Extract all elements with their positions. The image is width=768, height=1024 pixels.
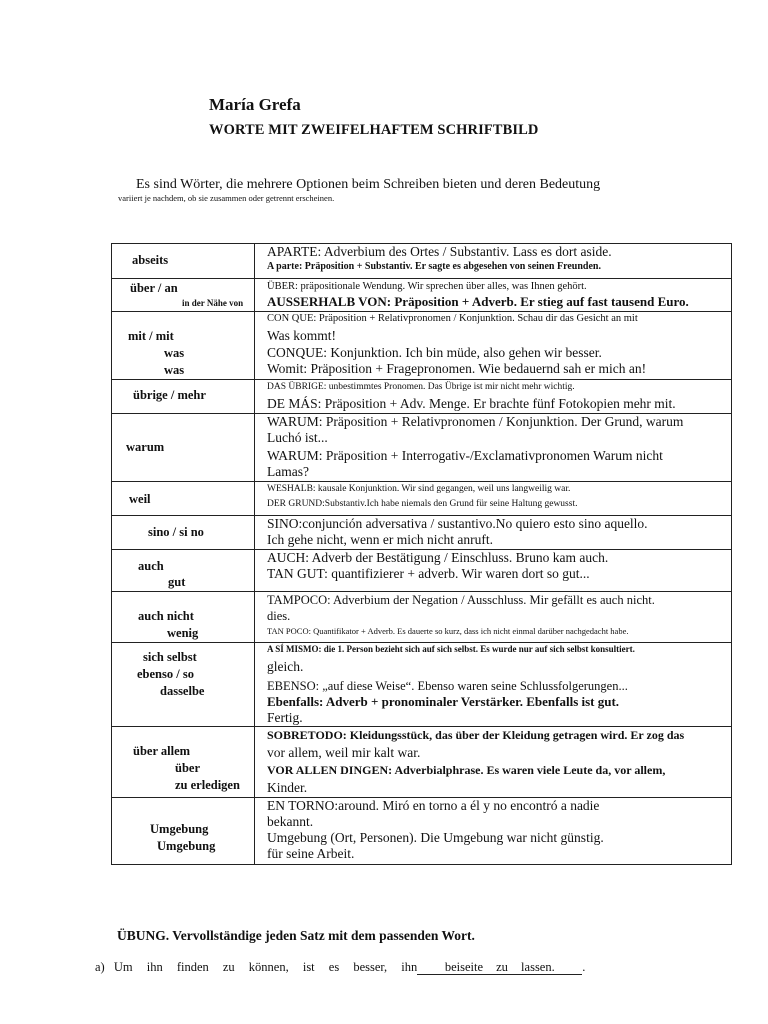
- definition-line: bekannt.: [267, 814, 314, 829]
- word-cell: [112, 798, 255, 865]
- definition-line: AUSSERHALB VON: Präposition + Adverb. Er stieg auf fast tausend Euro.: [267, 294, 689, 309]
- definition-line: Umgebung (Ort, Personen). Die Umgebung war nicht günstig.: [267, 830, 604, 845]
- definition-line: Lamas?: [267, 464, 309, 479]
- word-cell: [112, 414, 255, 482]
- item-end: .: [582, 960, 586, 974]
- answer-blank[interactable]: beiseite zu lassen.: [417, 960, 582, 975]
- word-label: über / an: [130, 281, 178, 295]
- word-label: übrige / mehr: [133, 388, 206, 402]
- table-row: [112, 798, 732, 865]
- word-label: über allem: [133, 744, 191, 758]
- table-row: [112, 380, 732, 414]
- definition-cell: [255, 312, 732, 380]
- definition-cell: [255, 244, 732, 279]
- definition-line: TAMPOCO: Adverbium der Negation / Ausschluss. Mir gefällt es auch nicht.: [267, 593, 655, 607]
- definition-line: Ebenfalls: Adverb + pronominaler Verstärker. Ebenfalls ist gut.: [267, 694, 620, 709]
- author-name: María Grefa: [209, 95, 301, 114]
- word-cell: [112, 550, 255, 592]
- definition-line: TAN GUT: quantifizierer + adverb. Wir waren dort so gut...: [267, 566, 590, 581]
- word-label: weil: [129, 492, 151, 506]
- word-label: dasselbe: [160, 684, 205, 698]
- definition-line: A parte: Präposition + Substantiv. Er sagte es abgesehen von seinen Freunden.: [267, 261, 601, 272]
- definition-line: SOBRETODO: Kleidungsstück, das über der Kleidung getragen wird. Er zog das: [267, 728, 685, 742]
- definition-line: CONQUE: Konjunktion. Ich bin müde, also gehen wir besser.: [267, 345, 602, 360]
- word-cell: [112, 482, 255, 516]
- definition-cell: [255, 482, 732, 516]
- definition-line: VOR ALLEN DINGEN: Adverbialphrase. Es waren viele Leute da, vor allem,: [267, 763, 666, 777]
- definition-line: ÜBER: präpositionale Wendung. Wir sprechen über alles, was Ihnen gehört.: [267, 281, 587, 292]
- table-row: [112, 414, 732, 482]
- word-label: auch nicht: [138, 609, 194, 623]
- table-row: [112, 244, 732, 279]
- definition-cell: [255, 643, 732, 727]
- definition-cell: [255, 550, 732, 592]
- word-label: sich selbst: [143, 650, 197, 664]
- definition-line: AUCH: Adverb der Bestätigung / Einschluss. Bruno kam auch.: [267, 550, 609, 565]
- document-title: WORTE MIT ZWEIFELHAFTEM SCHRIFTBILD: [209, 122, 539, 138]
- intro-text-small: variiert je nachdem, ob sie zusammen oder getrennt erscheinen.: [118, 193, 335, 203]
- word-label-small: in der Nähe von: [182, 298, 244, 308]
- table-row: [112, 516, 732, 550]
- word-label: was: [164, 346, 185, 360]
- definition-line: WARUM: Präposition + Interrogativ-/Exclamativpronomen Warum nicht: [267, 448, 663, 463]
- table-row: [112, 592, 732, 643]
- word-label: mit / mit: [128, 329, 174, 343]
- exercise-heading: ÜBUNG. Vervollständige jeden Satz mit dem passenden Wort.: [117, 928, 475, 943]
- definition-cell: [255, 592, 732, 643]
- word-cell: [112, 727, 255, 798]
- word-label: warum: [126, 440, 165, 454]
- definition-line: DAS ÜBRIGE: unbestimmtes Pronomen. Das Übrige ist mir nicht mehr wichtig.: [267, 382, 575, 392]
- definition-line: DE MÁS: Präposition + Adv. Menge. Er brachte fünf Fotokopien mehr mit.: [267, 396, 676, 411]
- definition-line: CON QUE: Präposition + Relativpronomen / Konjunktion. Schau dir das Gesicht an mit: [267, 313, 638, 324]
- definition-cell: [255, 727, 732, 798]
- definition-line: APARTE: Adverbium des Ortes / Substantiv. Lass es dort aside.: [267, 244, 612, 259]
- definition-line: EBENSO: „auf diese Weise“. Ebenso waren seine Schlussfolgerungen...: [267, 679, 628, 693]
- definition-line: WARUM: Präposition + Relativpronomen / Konjunktion. Der Grund, warum: [267, 414, 684, 429]
- word-label: sino / si no: [148, 525, 204, 539]
- definition-line: DER GRUND:Substantiv.Ich habe niemals den Grund für seine Haltung gewusst.: [267, 499, 578, 509]
- word-label: was: [164, 363, 185, 377]
- word-cell: [112, 516, 255, 550]
- word-label: wenig: [167, 626, 199, 640]
- table-row: [112, 727, 732, 798]
- intro-text: Es sind Wörter, die mehrere Optionen beim Schreiben bieten und deren Bedeutung: [136, 177, 601, 192]
- table-row: [112, 312, 732, 380]
- definition-cell: [255, 516, 732, 550]
- word-label: abseits: [132, 253, 169, 267]
- definition-line: SINO:conjunción adversativa / sustantivo.No quiero esto sino aquello.: [267, 516, 648, 531]
- definition-line: dies.: [267, 609, 291, 623]
- table-row: [112, 643, 732, 727]
- word-label: Umgebung: [150, 822, 209, 836]
- word-label: ebenso / so: [137, 667, 194, 681]
- table-row: [112, 279, 732, 312]
- word-cell: [112, 592, 255, 643]
- definition-line: Ich gehe nicht, wenn er mich nicht anruft.: [267, 532, 494, 547]
- word-cell: [112, 279, 255, 312]
- word-cell: [112, 312, 255, 380]
- word-label: gut: [168, 575, 186, 589]
- definition-line: für seine Arbeit.: [267, 846, 355, 861]
- word-cell: [112, 380, 255, 414]
- definition-line: vor allem, weil mir kalt war.: [267, 745, 421, 760]
- word-cell: [112, 244, 255, 279]
- definition-line: Luchó ist...: [267, 430, 328, 445]
- item-label: a): [95, 960, 105, 974]
- word-table: [111, 243, 732, 865]
- word-label: auch: [138, 559, 164, 573]
- definition-cell: [255, 798, 732, 865]
- word-label: zu erledigen: [175, 778, 240, 792]
- definition-line: EN TORNO:around. Miró en torno a él y no encontró a nadie: [267, 798, 600, 813]
- item-sentence: Um ihn finden zu können, ist es besser, ihn: [113, 960, 418, 974]
- word-label: Umgebung: [157, 839, 216, 853]
- table-row: [112, 550, 732, 592]
- definition-line: gleich.: [267, 659, 304, 674]
- definition-line: Womit: Präposition + Fragepronomen. Wie bedauernd sah er mich an!: [267, 361, 647, 376]
- definition-line: Fertig.: [267, 710, 303, 725]
- definition-line: Was kommt!: [267, 328, 337, 343]
- table-row: [112, 482, 732, 516]
- definition-cell: [255, 414, 732, 482]
- word-cell: [112, 643, 255, 727]
- definition-line: Kinder.: [267, 780, 308, 795]
- word-label: über: [175, 761, 200, 775]
- exercise-item-a: [95, 960, 585, 975]
- definition-line: WESHALB: kausale Konjunktion. Wir sind gegangen, weil uns langweilig war.: [267, 484, 571, 494]
- definition-line: TAN POCO: Quantifikator + Adverb. Es dauerte so kurz, dass ich nicht einmal darüber nachgedacht habe.: [267, 626, 629, 636]
- definition-line: A SÍ MISMO: die 1. Person bezieht sich auf sich selbst. Es wurde nur auf sich selbst konsultiert.: [267, 644, 635, 654]
- definition-cell: [255, 380, 732, 414]
- definition-cell: [255, 279, 732, 312]
